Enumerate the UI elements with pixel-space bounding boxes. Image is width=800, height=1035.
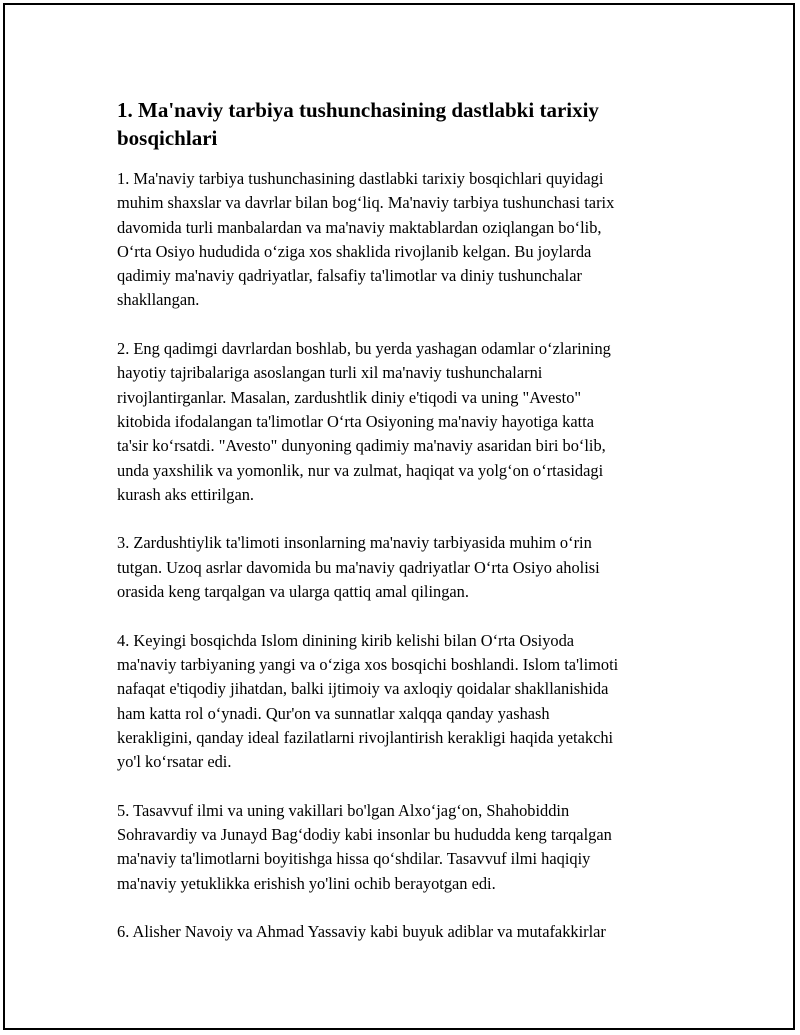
paragraph-2: 2. Eng qadimgi davrlardan boshlab, bu yerda yashagan odamlar o‘zlarining hayotiy tajribalariga asoslangan turli xil ma'naviy tushunchalarni rivojlantirganlar. Masalan, zardushtlik diniy e'tiqodi va uning "Avesto" kitobida ifodalangan ta'limotlar O‘rta Osiyoning ma'naviy hayotiga katta ta'sir ko‘rsatdi. "Avesto" dunyoning qadimiy ma'naviy asaridan biri bo‘lib, unda yaxshilik va yomonlik, nur va zulmat, haqiqat va yolg‘on o‘rtasidagi kurash aks ettirilgan. [117, 339, 611, 504]
paragraph-5: 5. Tasavvuf ilmi va uning vakillari bo'lgan Alxo‘jag‘on, Shahobiddin Sohravardiy va Junayd Bag‘dodiy kabi insonlar bu hududda keng tarqalgan ma'naviy ta'limotlarni boyitishga hissa qo‘shdilar. Tasavvuf ilmi haqiqiy ma'naviy yetuklikka erishish yo'lini ochib berayotgan edi. [117, 800, 612, 893]
paragraph-3: 3. Zardushtiylik ta'limoti insonlarning ma'naviy tarbiyasida muhim o‘rin tutgan. Uzoq asrlar davomida bu ma'naviy qadriyatlar O‘rta Osiyo aholisi orasida keng tarqalgan va ularga qattiq amal qilingan. [117, 533, 600, 602]
paragraph-4: 4. Keyingi bosqichda Islom dinining kirib kelishi bilan O‘rta Osiyoda ma'naviy tarbiyaning yangi va o‘ziga xos bosqichi boshlandi. Islom ta'limoti nafaqat e'tiqodiy jihatdan, balki ijtimoiy va axloqiy qoidalar shakllanishida ham katta rol o‘ynadi. Qur'on va sunnatlar xalqqa qanday yashash kerakligini, qanday ideal fazilatlarni rivojlantirish kerakligi haqida yetakchi yo'l ko‘rsatar edi. [117, 630, 619, 772]
section-title: 1. Ma'naviy tarbiya tushunchasining dastlabki tarixiy bosqichlari [117, 98, 599, 150]
paragraph-1: 1. Ma'naviy tarbiya tushunchasining dastlabki tarixiy bosqichlari quyidagi muhim shaxslar va davrlar bilan bog‘liq. Ma'naviy tarbiya tushunchasi tarix davomida turli manbalardan va ma'naviy maktablardan oziqlangan bo‘lib, O‘rta Osiyo hududida o‘ziga xos shaklida rivojlanib kelgan. Bu joylarda qadimiy ma'naviy qadriyatlar, falsafiy ta'limotlar va diniy tushunchalar shakllangan. [117, 169, 615, 310]
paragraph-6: 6. Alisher Navoiy va Ahmad Yassaviy kabi buyuk adiblar va mutafakkirlar [117, 922, 606, 942]
document-body [117, 96, 687, 969]
